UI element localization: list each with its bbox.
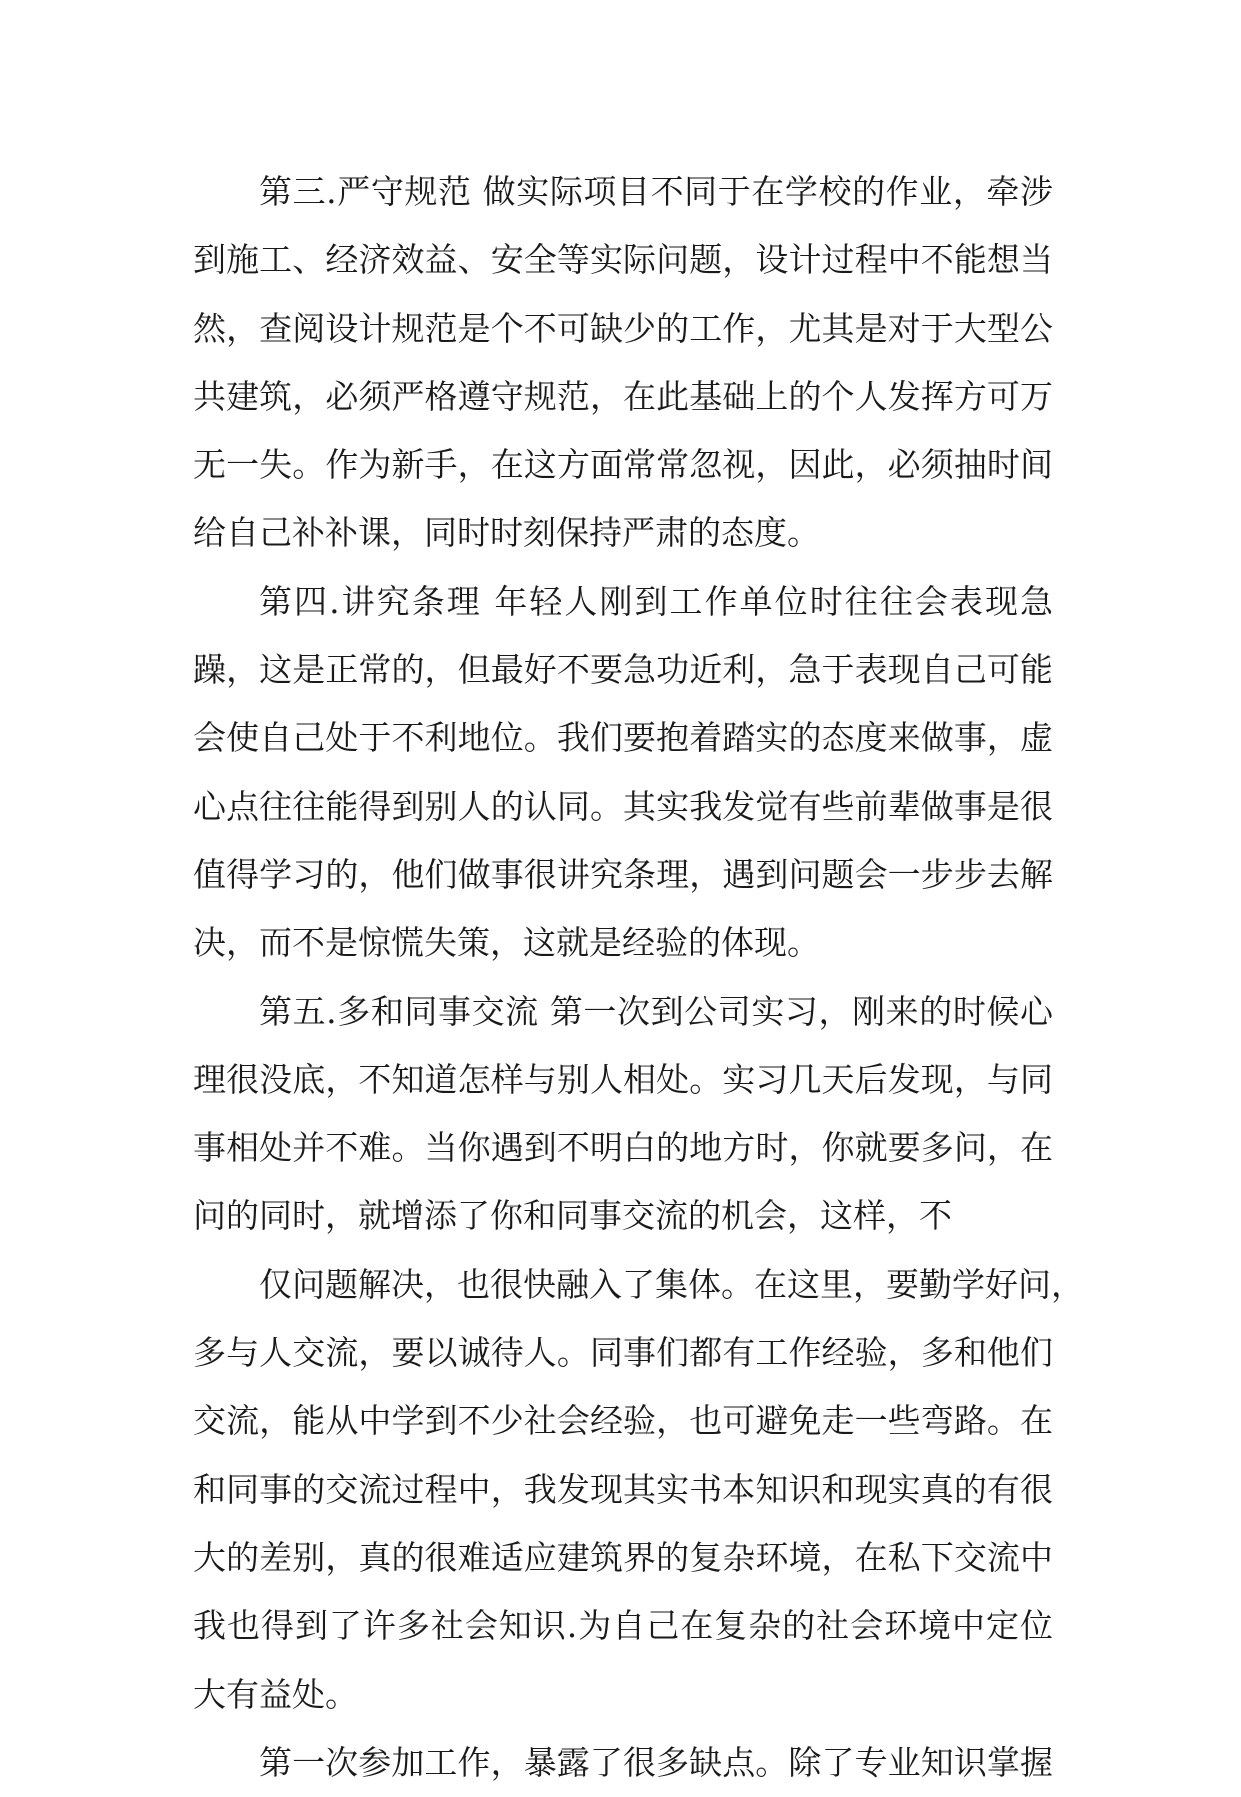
paragraph-2-line-1: 第四.讲究条理 年轻人刚到工作单位时往往会表现急	[259, 581, 1053, 621]
paragraph-4-line-1: 仅问题解决，也很快融入了集体。在这里，要勤学好问，	[259, 1264, 1084, 1304]
paragraph-4-line-3: 交流，能从中学到不少社会经验，也可避免走一些弯路。在	[193, 1401, 1053, 1441]
paragraph-2-line-3: 会使自己处于不利地位。我们要抱着踏实的态度来做事，虚	[193, 718, 1053, 758]
paragraph-1-line-5: 无一失。作为新手，在这方面常常忽视，因此，必须抽时间	[193, 445, 1053, 485]
paragraph-4-line-2: 多与人交流，要以诚待人。同事们都有工作经验，多和他们	[193, 1333, 1053, 1373]
paragraph-2-line-2: 躁，这是正常的，但最好不要急功近利，急于表现自己可能	[193, 650, 1053, 690]
paragraph-1-line-2: 到施工、经济效益、安全等实际问题，设计过程中不能想当	[193, 240, 1053, 280]
paragraph-4-line-7: 大有益处。	[193, 1674, 358, 1714]
paragraph-3-line-4: 问的同时，就增添了你和同事交流的机会，这样，不	[193, 1196, 952, 1236]
paragraph-2-line-4: 心点往往能得到别人的认同。其实我发觉有些前辈做事是很	[193, 786, 1053, 826]
paragraph-5-line-1: 第一次参加工作，暴露了很多缺点。除了专业知识掌握	[259, 1742, 1053, 1782]
paragraph-2-line-5: 值得学习的，他们做事很讲究条理，遇到问题会一步步去解	[193, 854, 1053, 894]
paragraph-2-line-6: 决，而不是惊慌失策，这就是经验的体现。	[193, 923, 820, 963]
paragraph-1-line-1: 第三.严守规范 做实际项目不同于在学校的作业，牵涉	[259, 172, 1053, 211]
paragraph-3-line-1: 第五.多和同事交流 第一次到公司实习，刚来的时候心	[259, 991, 1053, 1031]
paragraph-1-line-3: 然，查阅设计规范是个不可缺少的工作，尤其是对于大型公	[193, 308, 1053, 348]
paragraph-3-line-2: 理很没底，不知道怎样与别人相处。实习几天后发现，与同	[193, 1059, 1053, 1099]
paragraph-1-line-6: 给自己补补课，同时时刻保持严肃的态度。	[193, 513, 820, 553]
paragraph-4-line-5: 大的差别，真的很难适应建筑界的复杂环境，在私下交流中	[193, 1537, 1053, 1577]
paragraph-4-line-4: 和同事的交流过程中，我发现其实书本知识和现实真的有很	[193, 1469, 1053, 1509]
paragraph-3-line-3: 事相处并不难。当你遇到不明白的地方时，你就要多问，在	[193, 1128, 1053, 1168]
document-body	[193, 158, 1084, 1797]
paragraph-4-line-6: 我也得到了许多社会知识.为自己在复杂的社会环境中定位	[193, 1606, 1053, 1646]
paragraph-1-line-4: 共建筑，必须严格遵守规范，在此基础上的个人发挥方可万	[193, 376, 1053, 416]
